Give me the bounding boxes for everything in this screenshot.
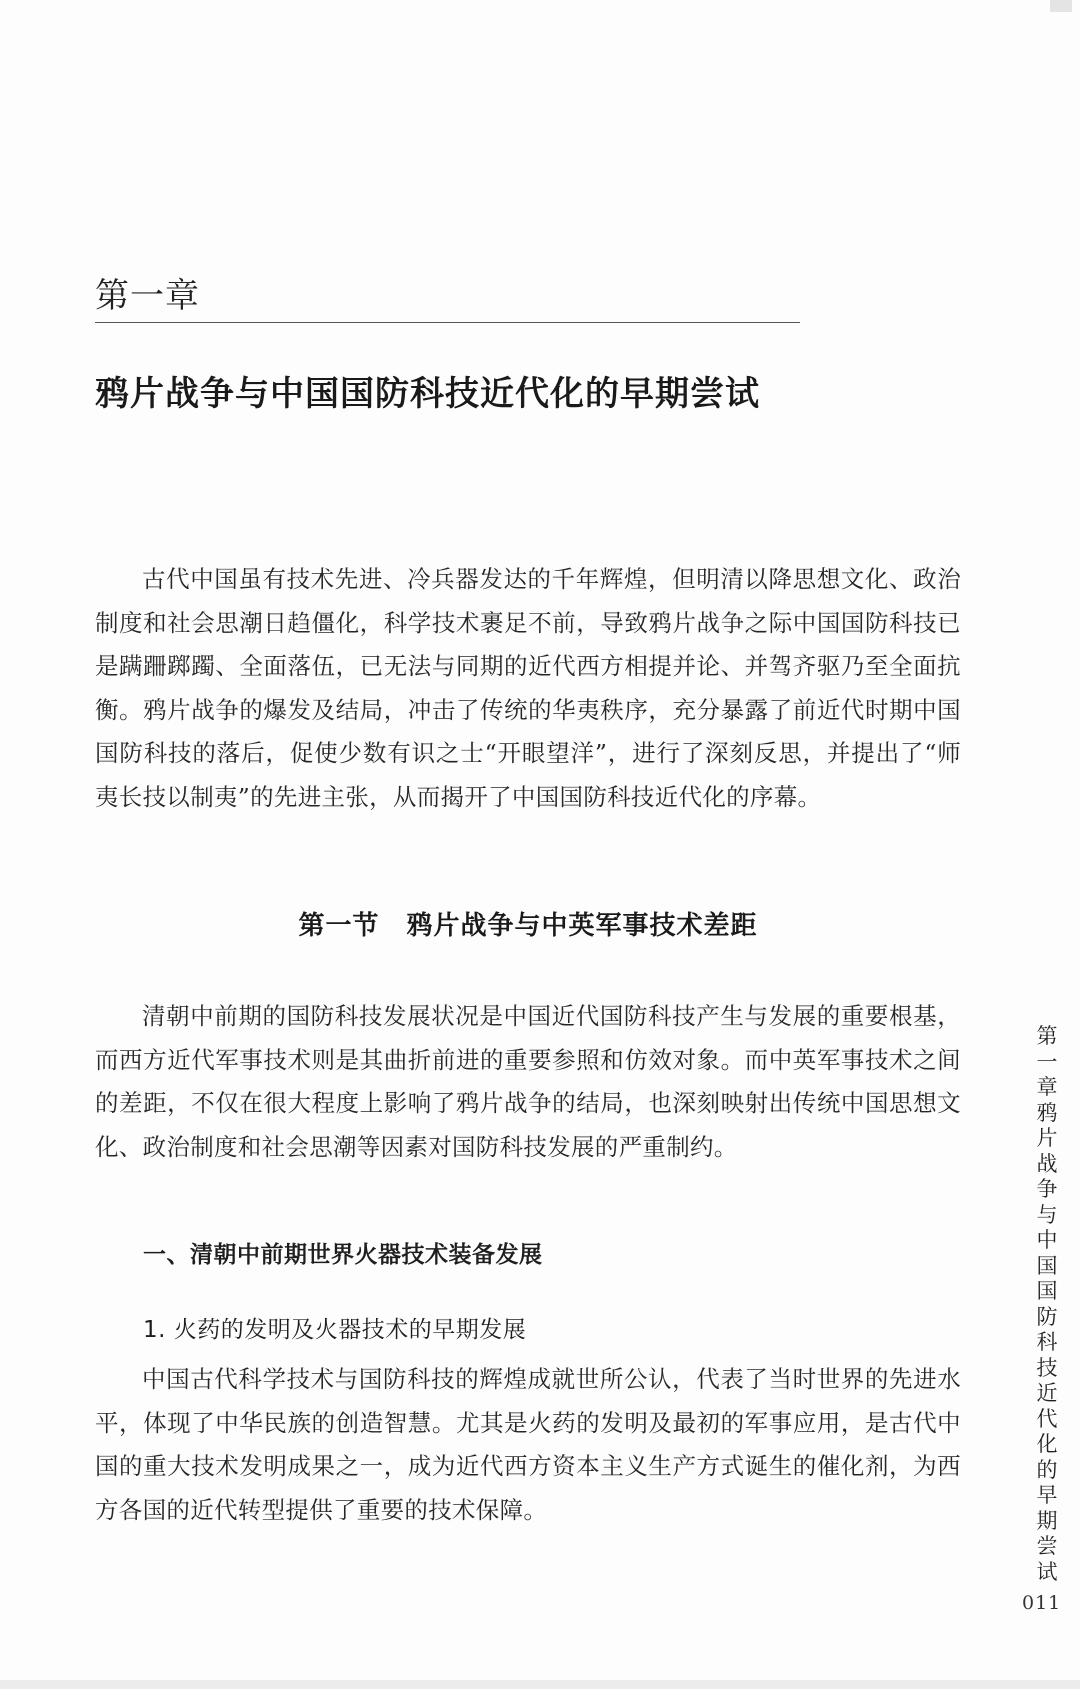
section-title: 第一节 鸦片战争与中英军事技术差距 — [298, 911, 758, 941]
item-heading: 1. 火药的发明及火器技术的早期发展 — [143, 1317, 527, 1343]
subsection-paragraph: 中国古代科学技术与国防科技的辉煌成就世所公认，代表了当时世界的先进水平，体现了中华民族的创造智慧。尤其是火药的发明及最初的军事应用，是古代中国的重大技术发明成果之一，成为近代西方资本主义生产方式诞生的催化剂，为西方各国的近代转型提供了重要的技术保障。 — [95, 1365, 961, 1524]
scan-bottom-edge — [0, 1680, 1080, 1689]
intro-paragraph: 古代中国虽有技术先进、冷兵器发达的千年辉煌，但明清以降思想文化、政治制度和社会思潮日趋僵化，科学技术裹足不前，导致鸦片战争之际中国国防科技已是蹒跚踯躅、全面落伍，已无法与同期的近代西方相提并论、并驾齐驱乃至全面抗衡。鸦片战争的爆发及结局，冲击了传统的华夷秩序，充分暴露了前近代时期中国国防科技的落后，促使少数有识之士“开眼望洋”，进行了深刻反思，并提出了“师夷长技以制夷”的先进主张，从而揭开了中国国防科技近代化的序幕。 — [95, 565, 961, 811]
chapter-label: 第一章 — [95, 276, 200, 316]
chapter-title: 鸦片战争与中国国防科技近代化的早期尝试 — [95, 374, 760, 414]
running-head: 第一章 鸦片战争与中国国防科技近代化的早期尝试 — [1036, 1024, 1079, 1584]
section-paragraph: 清朝中前期的国防科技发展状况是中国近代国防科技产生与发展的重要根基，而西方近代军事技术则是其曲折前进的重要参照和仿效对象。而中英军事技术之间的差距，不仅在很大程度上影响了鸦片战争的结局，也深刻映射出传统中国思想文化、政治制度和社会思潮等因素对国防科技发展的严重制约。 — [95, 1002, 961, 1161]
scan-corner-mark — [1050, 0, 1072, 12]
page-number: 011 — [1022, 1592, 1062, 1614]
subsection-heading: 一、清朝中前期世界火器技术装备发展 — [143, 1242, 543, 1268]
chapter-divider — [95, 322, 800, 323]
